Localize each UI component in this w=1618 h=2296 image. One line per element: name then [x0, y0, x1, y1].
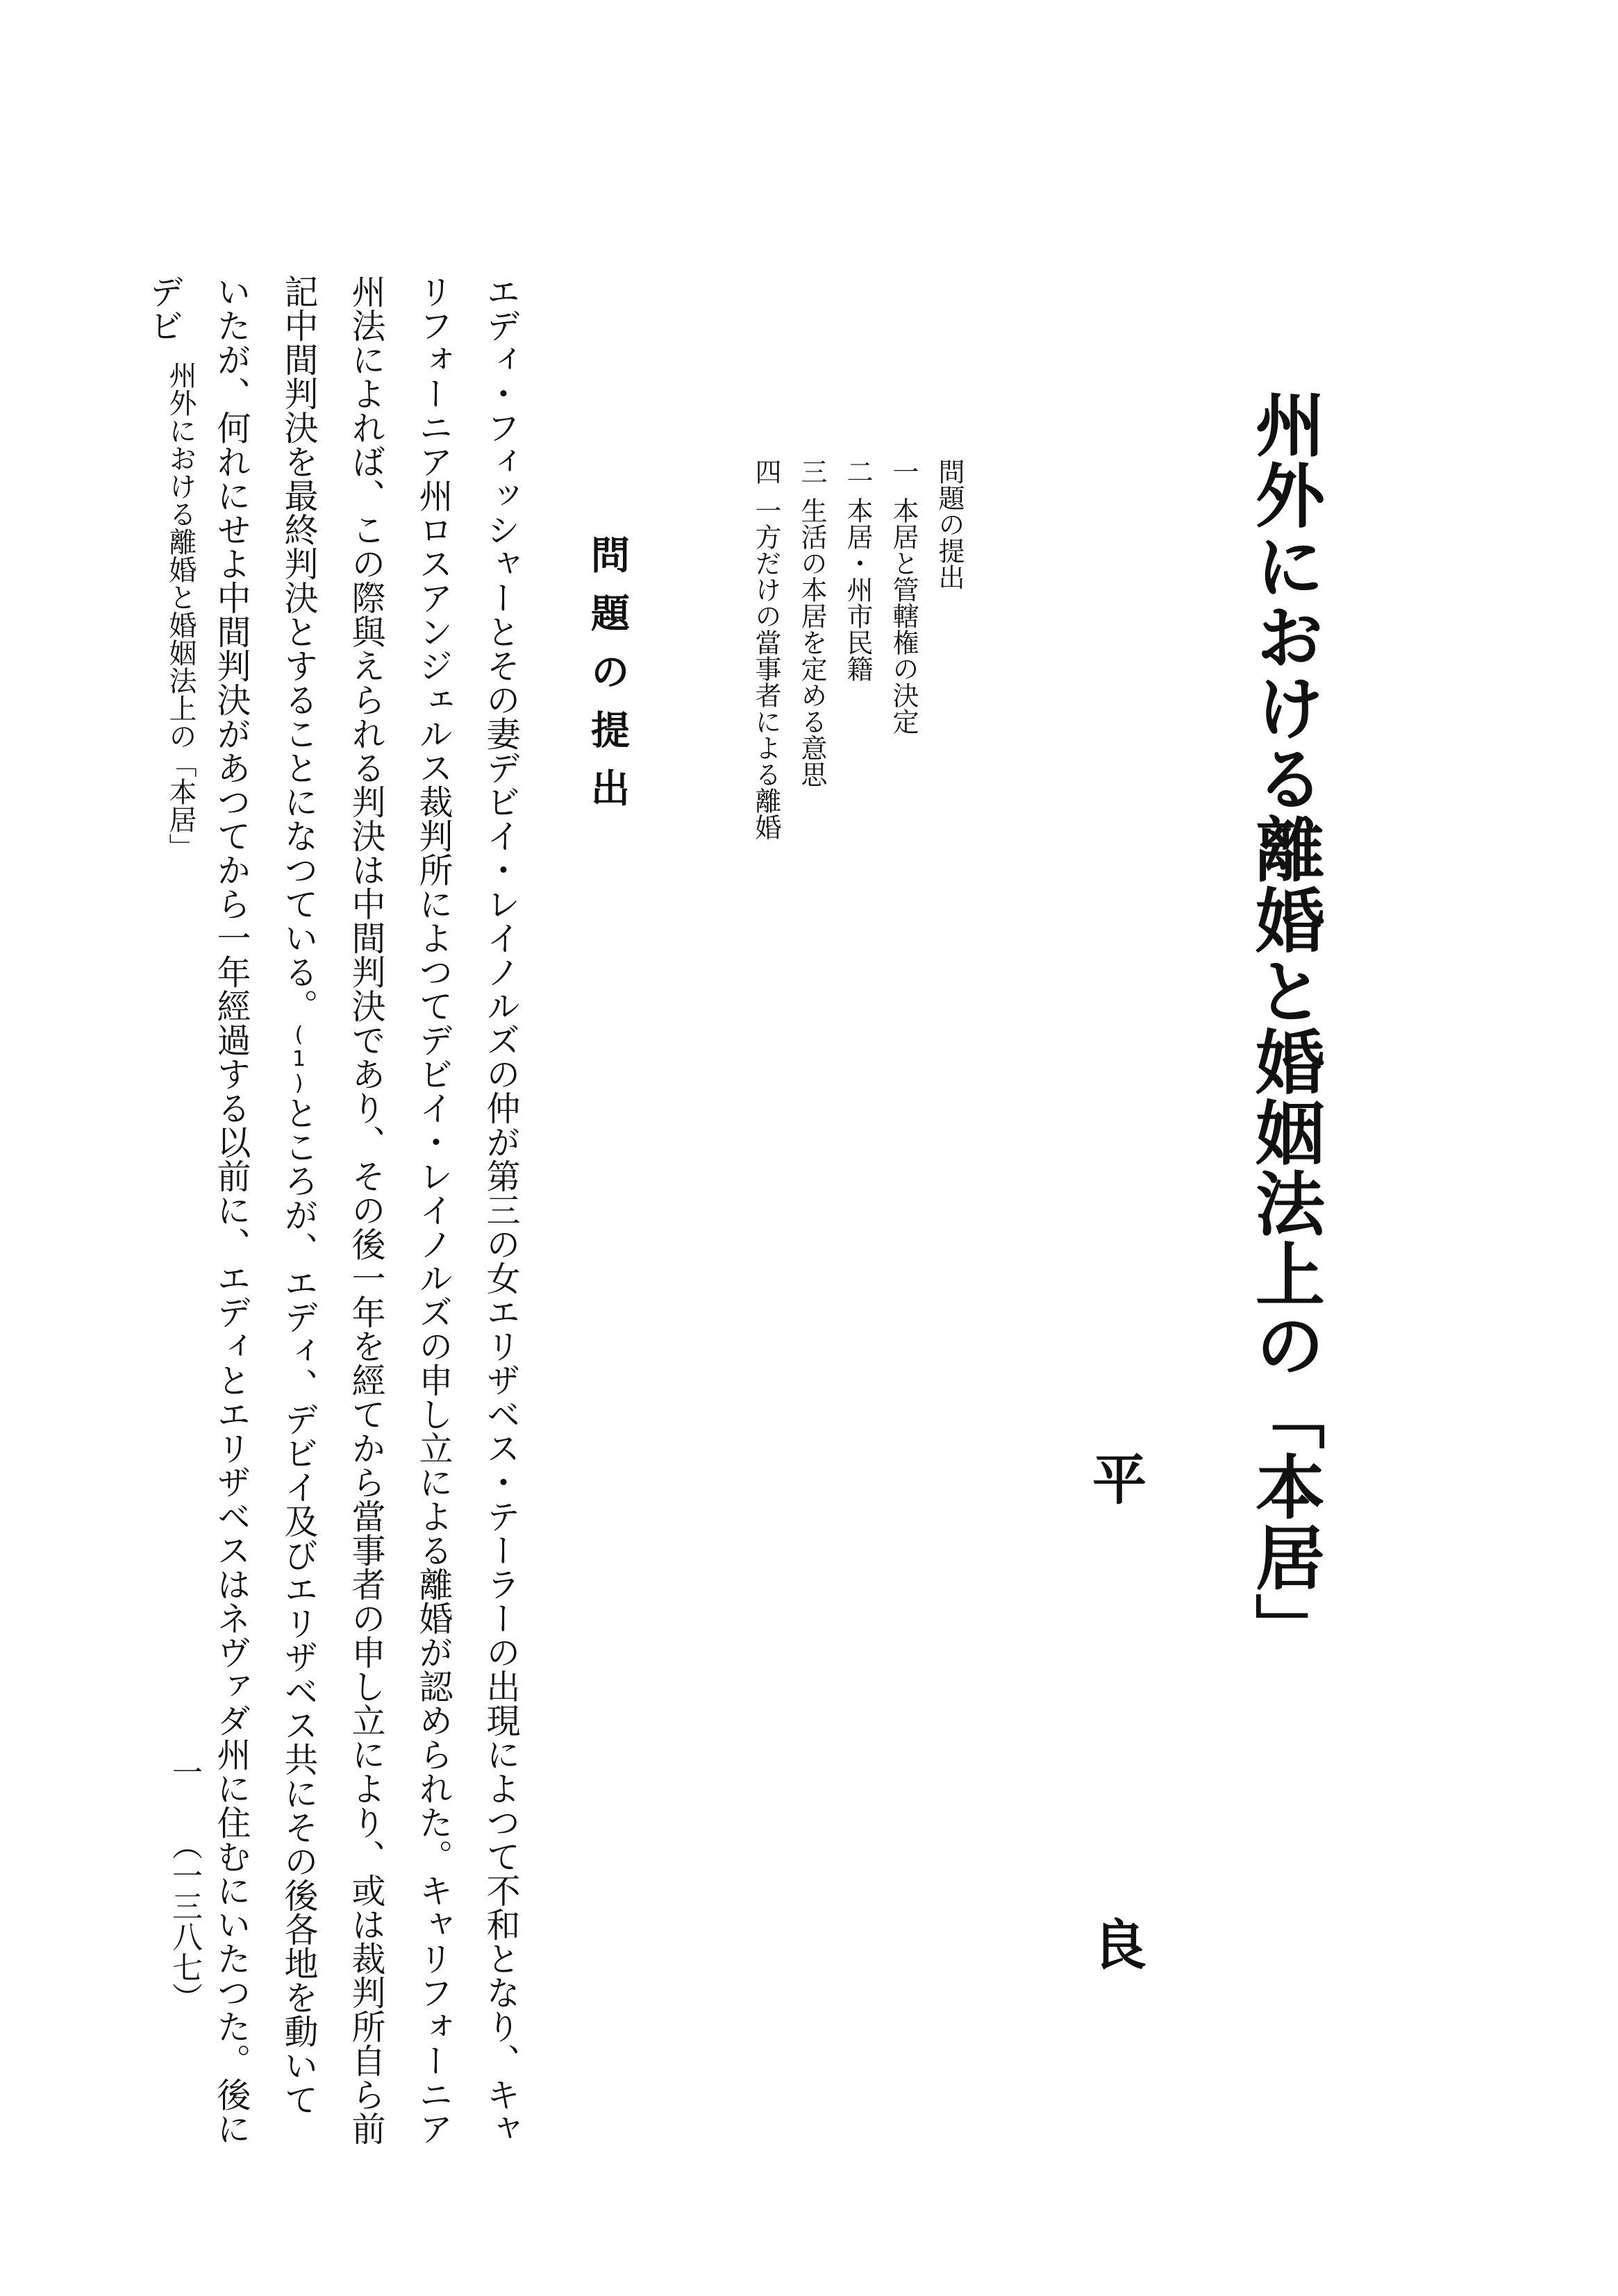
toc-item-label: 生活の本居を定める意思 — [797, 497, 827, 787]
toc-item-label: 本居・州市民籍 — [842, 497, 873, 682]
toc-item-label: 本居と管轄権の決定 — [888, 497, 919, 735]
toc-item — [835, 458, 881, 840]
body-text-part1: エディ・フィッシャーとその妻デビイ・レイノルズの仲が第三の女エリザベス・テーラーの出現によつて不和となり、キャリフォーニア州ロスアンジェルス裁判所によつてデビイ・レイノルズの申し立による離婚が認められた。キャリフォーニア州法によれば、この際與えられる判決は中間判決であり、その後一年を經てから當事者の申し立により、或は裁判所自ら前記中間判決を最終判決とすることになつている。 — [279, 274, 521, 2145]
toc-item-label: 一方だけの當事者による離婚 — [751, 497, 781, 840]
toc-item-number: 一 — [888, 458, 919, 485]
footnote-reference[interactable]: (1) — [287, 1023, 311, 1096]
toc-heading: 問題の提出 — [934, 458, 965, 590]
volume-page-number: （一三八七） — [167, 1829, 202, 2013]
body-text-part2: ところが、エディ、デビイ及びエリザベス共にその後各地を動いていたが、何れにせよ中間判決があつてから一年經過する以前に、エディとエリザベスはネヴァダ州に住むにいたつた。後にデビ — [144, 274, 319, 2145]
toc-item — [743, 458, 789, 840]
section-heading: 問題の提出 — [585, 535, 631, 826]
toc-item-number: 三 — [797, 458, 827, 485]
author-given-name: 良 — [1083, 1916, 1146, 1970]
toc-item — [789, 458, 835, 840]
article-title: 州外における離婚と婚姻法上の「本居」 — [1244, 389, 1326, 1664]
running-title: 州外における離婚と婚姻法上の「本居」 — [165, 361, 197, 861]
author-surname: 平 — [1083, 1451, 1146, 1505]
toc-item-number: 二 — [842, 458, 873, 485]
table-of-contents — [743, 458, 972, 840]
toc-item-number: 四 — [751, 458, 781, 485]
page-number: 一 — [167, 1757, 202, 1787]
toc-item — [881, 458, 926, 840]
